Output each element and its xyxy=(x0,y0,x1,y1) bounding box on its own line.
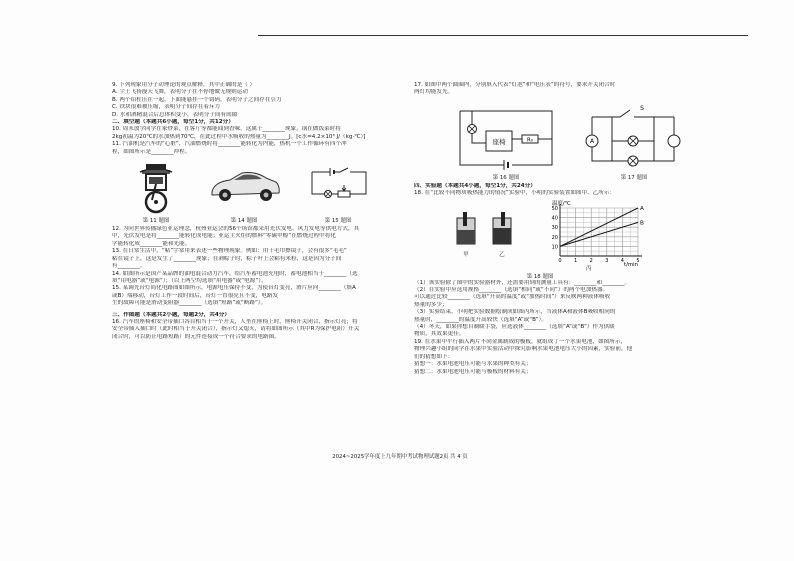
top-rule xyxy=(258,35,748,36)
q9-option-a: A. 尘土飞扬漫天飞舞，表明分子在不停地做无规则运动 xyxy=(112,89,248,96)
q16-line: 闭合时，可以防止电路短路）的元件连接成一个符合要求的电路图。 xyxy=(112,333,280,340)
question-18-parts xyxy=(414,280,710,339)
question-9 xyxy=(112,82,394,119)
figure-18-caption: 第 18 题图 xyxy=(526,273,554,280)
section-2-heading: 二、填空题（本题共6小题，每空1分，共12分） xyxy=(112,119,234,126)
q17-line: 17. 如图中两个圆圈内，分别填入代表“灯泡”和“电压表”的符号，要求开关闭合时 xyxy=(414,82,616,88)
q14-line: 14. 如图所示是国产某品牌的油电混合动力汽车，给汽车蓄电池充电时，蓄电池相当于________（选 xyxy=(112,270,358,277)
page-footer: 2024~2025学年度上九年期中考试物理试题2页 共 4 页 xyxy=(332,454,468,460)
chart-y-tick-label: 40 xyxy=(551,215,558,222)
chart-x-tick-label: 1 xyxy=(574,257,578,264)
q18-line: 热量的多少； xyxy=(414,301,448,308)
q16-line: 16. 汽车的座椅和安全带插口各自相当于一个开关，人坐在座椅上时，座椅开关闭合，指示灯亮；将 xyxy=(112,318,358,325)
q18-line: 可以通过比较________（选填“升高的温度”或“加热时间”）来反映两种液体吸收 xyxy=(414,294,611,301)
question-15 xyxy=(112,285,394,307)
q9-option-d: D. 水和酒精混合后总体积变小，表明分子间有间隙 xyxy=(112,111,238,118)
chart-x-label: t/min xyxy=(624,261,639,268)
chart-x-tick-label: 3 xyxy=(605,257,609,264)
circuit-15-figure xyxy=(308,166,370,200)
question-10 xyxy=(112,126,394,141)
chart-x-tick-label: 4 xyxy=(620,257,624,264)
q18-line: （3）实验结束，小明把实验数据绘制成如图丙所示，当液体A和液体B吸收相同的 xyxy=(414,309,616,316)
figures-16-17 xyxy=(414,97,710,183)
question-19 xyxy=(414,339,710,376)
q12-line: 中，光伏发电是将________能转化成电能；亚运主火炬的燃料“零碳甲醇”在燃烧过程中将化 xyxy=(112,233,336,240)
q10-line: 2kg初温为20℃的水加热到70℃，在此过程中水吸收的热量为________J。[c水=4.2×10³ J/（kg·℃）] xyxy=(112,133,366,140)
q19-line: 猜想二：水果电池电压可能与极板的材料有关； xyxy=(414,368,532,375)
chart-series-a-label: A xyxy=(640,205,644,212)
temperature-chart xyxy=(534,198,654,272)
figure-14-caption: 第 14 题图 xyxy=(230,218,258,225)
question-14 xyxy=(112,271,394,286)
figure-17-caption: 第 17 题图 xyxy=(620,174,648,181)
chart-y-tick-label: 30 xyxy=(551,224,558,231)
q16-line: 安全带插入插口时（此时相当于开关闭合），指示灯又熄灭，请将如图所示（其中R为保护电阻）开关 xyxy=(112,326,360,333)
q11-line: 11. 汽油机是汽车的“心脏”，汽油燃烧时将________能转化为内能，热机一个工作循环有四个冲 xyxy=(112,141,347,148)
q13-line: 有________。 xyxy=(112,263,146,270)
q18-line: 热量时，________的温度升高较快（选填“A”或“B”）。 xyxy=(414,316,547,323)
chart-y-tick-label: 20 xyxy=(551,234,558,241)
q11-line: 程，如图所示是________冲程。 xyxy=(112,148,191,155)
q9-option-c: C. 铁块很难被压缩，表明分子间存在着斥力 xyxy=(112,104,221,111)
switch-label: S xyxy=(640,104,644,112)
chart-x-tick-label: 2 xyxy=(589,257,593,264)
q15-line: 生的故障可能是滑动变阻器________（选填“短路”或“断路”）。 xyxy=(112,300,267,307)
label-yi: 乙 xyxy=(499,251,505,258)
q10-line: 10. 周末放学同学在家炒菜，在客厅等都能闻到香味，这属于________现象。锅在做饭菜时将 xyxy=(112,126,341,133)
question-17 xyxy=(414,82,710,97)
label-jia: 甲 xyxy=(463,251,469,258)
question-12 xyxy=(112,226,394,248)
seat-label: 座椅 xyxy=(492,137,506,146)
q15-line: 或B）端移动，台灯工作一段时间后，台灯一直很亮且不变，电路发 xyxy=(112,292,279,299)
q15-line: 15. 某调光台灯简化电路图如图所示，电源电压保持不变，为使台灯变亮，滑片应向________（填A xyxy=(112,285,356,292)
chart-y-label: 温度/℃ xyxy=(552,200,571,207)
r0-label: R₀ xyxy=(526,137,534,144)
section-4-heading: 四、实验题（本题共4小题，每空1分，共24分） xyxy=(414,182,536,189)
q9-line: 9. 下列现象用分子动理论的观点解释，其中正确的是（ ） xyxy=(112,82,256,88)
q9-option-b: B. 两个铅柱压在一起，下面能悬挂一个钩码，表明分子之间存在引力 xyxy=(112,96,282,103)
q13-line: 13. 在日常生活中，“粘”字常用来表述一些物理现象。例如：用干毛巾擦镜子，会有很多“毛毛” xyxy=(112,248,347,255)
engine-figure xyxy=(132,162,180,216)
car-figure xyxy=(208,168,282,204)
circuit-17-figure xyxy=(580,101,686,173)
figure-16-caption: 第 16 题图 xyxy=(492,174,520,181)
beaker-jia-figure xyxy=(454,212,478,248)
ammeter-label: A xyxy=(589,137,595,145)
figures-11-14-15 xyxy=(112,156,394,226)
q14-line: 填“用电器”或“电源”）；（以上两空均选填“用电器”或“电源”）。 xyxy=(112,277,267,284)
q19-line: 物理兴趣小组的同学在水果中实验活动中探究影响水果电池电压大小的因素，实验前，他 xyxy=(414,346,633,353)
beaker-yi-figure xyxy=(490,212,514,248)
q18-line: 物质，其效果更佳。 xyxy=(414,331,465,338)
q18-heading: 18. 在“比较不同物质吸热能力的情况”实验中，小明的实验装置如图甲、乙所示： xyxy=(414,190,616,197)
q17-line: 两灯均能发光。 xyxy=(414,89,454,96)
chart-x-tick-label: 0 xyxy=(558,257,562,264)
q12-line: 学能转化成________能和光能。 xyxy=(112,240,191,247)
chart-x-tick-label: 5 xyxy=(636,257,640,264)
right-column xyxy=(414,82,710,376)
question-13 xyxy=(112,248,394,270)
q18-line: （4）冬天，如果你想自制暖手袋，应选液体________（选填“A”或“B”）作为供暖 xyxy=(414,324,615,331)
chart-series-b-label: B xyxy=(640,220,644,227)
question-16 xyxy=(112,319,394,341)
q18-line: （1）该实验除了图中的实验器材外，还需要用到的测量工具有：________和________。 xyxy=(414,279,631,286)
figure-18 xyxy=(414,198,710,280)
circuit-16-figure xyxy=(456,105,556,171)
question-11 xyxy=(112,141,394,156)
q18-line: （2）在实验中应选用规格________（选填“相同”或“不同”）的两个电加热器。 xyxy=(414,287,609,294)
left-column xyxy=(112,82,394,341)
figure-11-caption: 第 11 题图 xyxy=(142,218,170,225)
chart-y-tick-label: 50 xyxy=(551,205,558,212)
q12-line: 12. 为向世界传播绿色亚运理念，杭州亚运会的56个场馆都采用光伏发电、风力发电等供电方式，其 xyxy=(112,226,360,233)
q13-line: 粘在镜子上，这是发生了________现象；在剥粽子时，粽子叶上会粘有米粒，这是因为分子间 xyxy=(112,255,342,262)
chart-y-tick-label: 10 xyxy=(551,244,558,251)
q19-line: 们的猜想如下： xyxy=(414,353,454,360)
q19-line: 猜想一：水果电池电压可能与水果的种类有关； xyxy=(414,361,532,368)
section-3-heading: 三、作图题（本题共2小题，每题2分，共4分） xyxy=(112,311,230,318)
chart-bing-label: 丙 xyxy=(586,265,592,272)
q19-line: 19. 在水果中平行插入两片不同金属制成的极板，就组成了一个水果电池，如图所示， xyxy=(414,338,627,345)
figure-15-caption: 第 15 题图 xyxy=(324,218,352,225)
